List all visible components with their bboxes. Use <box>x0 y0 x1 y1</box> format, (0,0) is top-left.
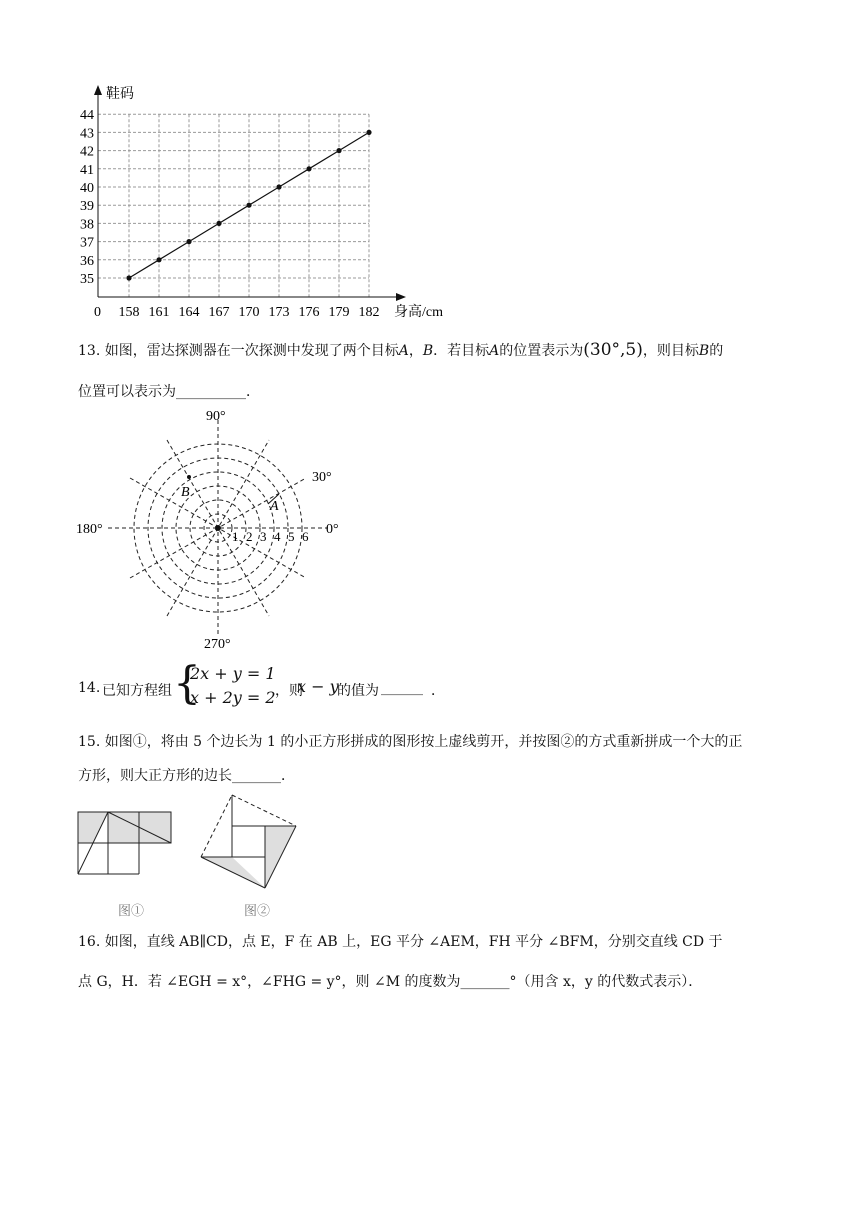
point-b-dot <box>187 475 191 479</box>
q14-answer-blank[interactable]: ______ <box>381 680 423 696</box>
x-tick-label: 158 <box>118 305 140 320</box>
x-tick-label: 179 <box>328 305 350 320</box>
q13-line2 <box>78 381 260 401</box>
figure-2-caption: 图② <box>244 904 271 919</box>
x-tick-label: 170 <box>238 305 260 320</box>
x-tick-label: 173 <box>268 305 290 320</box>
radar-center <box>215 525 221 531</box>
y-tick-label: 36 <box>80 253 94 269</box>
label-30: 30° <box>312 470 332 485</box>
q13-b2: B <box>698 343 710 359</box>
y-tick-label: 37 <box>80 235 94 251</box>
y-axis-arrow-icon <box>94 85 102 95</box>
x-axis-label: 身高/cm <box>394 305 443 320</box>
q13-text-f: 的 <box>709 343 724 359</box>
y-tick-label: 41 <box>80 162 94 178</box>
q13-text-d: 的位置表示为 <box>499 343 584 359</box>
chart-ticks <box>80 108 380 320</box>
x-tick-label: 167 <box>208 305 230 320</box>
chart-grid <box>98 114 369 297</box>
data-point <box>156 257 161 262</box>
y-tick-label: 38 <box>80 217 94 233</box>
q15-answer-blank[interactable]: _______ <box>232 768 281 784</box>
q15-line2 <box>78 765 295 785</box>
q15-number: 15. <box>78 734 101 750</box>
data-point <box>366 130 371 135</box>
q14-end: ． <box>431 683 445 699</box>
chart-axes <box>94 85 406 301</box>
q16-number: 16. <box>78 934 101 950</box>
q13-number: 13. <box>78 343 101 359</box>
q13-end: ． <box>246 384 260 400</box>
x-tick-label: 164 <box>178 305 200 320</box>
q16-answer-blank[interactable]: _______ <box>460 974 510 990</box>
data-point <box>186 239 191 244</box>
x-tick-label: 161 <box>148 305 170 320</box>
data-point <box>276 184 281 189</box>
q13-a2: A <box>489 343 500 359</box>
data-point <box>246 203 251 208</box>
q13-text-c: ．若目标 <box>433 343 490 359</box>
ring-label-3: 3 <box>260 529 267 544</box>
q13-line2-text: 位置可以表示为 <box>78 384 176 400</box>
data-point <box>336 148 341 153</box>
label-180: 180° <box>76 522 103 537</box>
shoe-size-chart <box>60 80 480 325</box>
point-a-label: A <box>270 499 279 514</box>
data-point <box>216 221 221 226</box>
y-tick-label: 39 <box>80 199 94 215</box>
q14-text-c: 的值为 <box>337 683 379 699</box>
label-0: 0° <box>326 522 339 537</box>
q15-line1-text: 如图①，将由 5 个边长为 1 的小正方形拼成的图形按上虚线剪开，并按图②的方式重新拼成一个大的正 <box>104 734 743 750</box>
label-90: 90° <box>206 409 226 424</box>
y-tick-label: 35 <box>80 272 94 287</box>
q13-line1 <box>78 340 723 361</box>
figure-1-caption: 图① <box>118 904 145 919</box>
q14-eq2: x + 2y = 2 <box>190 688 276 707</box>
q14-text-b: ，则 <box>275 683 303 699</box>
q14-eq1: 2x + y = 1 <box>190 664 276 683</box>
q13-text: 如图，雷达探测器在一次探测中发现了两个目标 <box>104 343 399 359</box>
figure-1 <box>76 810 174 878</box>
ring-label-2: 2 <box>246 529 253 544</box>
x-axis-arrow-icon <box>396 293 406 301</box>
y-tick-label: 43 <box>80 126 94 142</box>
q13-a: A <box>398 343 409 359</box>
q13-answer-blank[interactable]: __________ <box>176 384 246 400</box>
q16-line2-end: °（用含 x，y 的代数式表示）． <box>509 974 703 990</box>
figure-2 <box>198 792 302 892</box>
ring-label-6: 6 <box>302 529 309 544</box>
ring-label-4: 4 <box>274 529 281 544</box>
y-axis-label: 鞋码 <box>106 87 134 102</box>
q13-text-e: ，则目标 <box>642 343 699 359</box>
q13-b: B <box>422 343 434 359</box>
y-tick-label: 42 <box>80 144 94 160</box>
q13-sep: ， <box>408 343 423 359</box>
q14-number: 14. <box>78 680 101 696</box>
brace-icon: { <box>173 658 201 709</box>
q16-line2 <box>78 971 702 991</box>
y-tick-label: 40 <box>80 181 94 196</box>
ring-label-1: 1 <box>232 529 239 544</box>
ring-label-5: 5 <box>288 529 295 544</box>
q15-line1 <box>78 731 742 751</box>
q15-line2-text: 方形，则大正方形的边长 <box>78 768 232 784</box>
radar-figure <box>70 402 370 654</box>
q14-expr: x − y <box>297 677 339 696</box>
q13-coord: (30°,5) <box>583 340 643 360</box>
label-270: 270° <box>204 637 231 652</box>
q16-line1 <box>78 931 723 951</box>
x-tick-label: 176 <box>298 305 320 320</box>
point-b-label: B <box>181 485 190 500</box>
origin-label: 0 <box>94 305 101 320</box>
x-tick-label: 182 <box>358 305 380 320</box>
q15-end: ． <box>281 768 295 784</box>
data-point <box>306 166 311 171</box>
q16-line1-text: 如图，直线 AB∥CD，点 E，F 在 AB 上，EG 平分 ∠AEM，FH 平分 ∠BFM，分别交直线 CD 于 <box>104 934 723 950</box>
q16-line2-text: 点 G，H．若 ∠EGH = x°，∠FHG = y°，则 ∠M 的度数为 <box>78 974 461 990</box>
y-tick-label: 44 <box>80 108 94 124</box>
data-point <box>126 275 131 280</box>
q14-text-a: 已知方程组 <box>102 683 172 699</box>
